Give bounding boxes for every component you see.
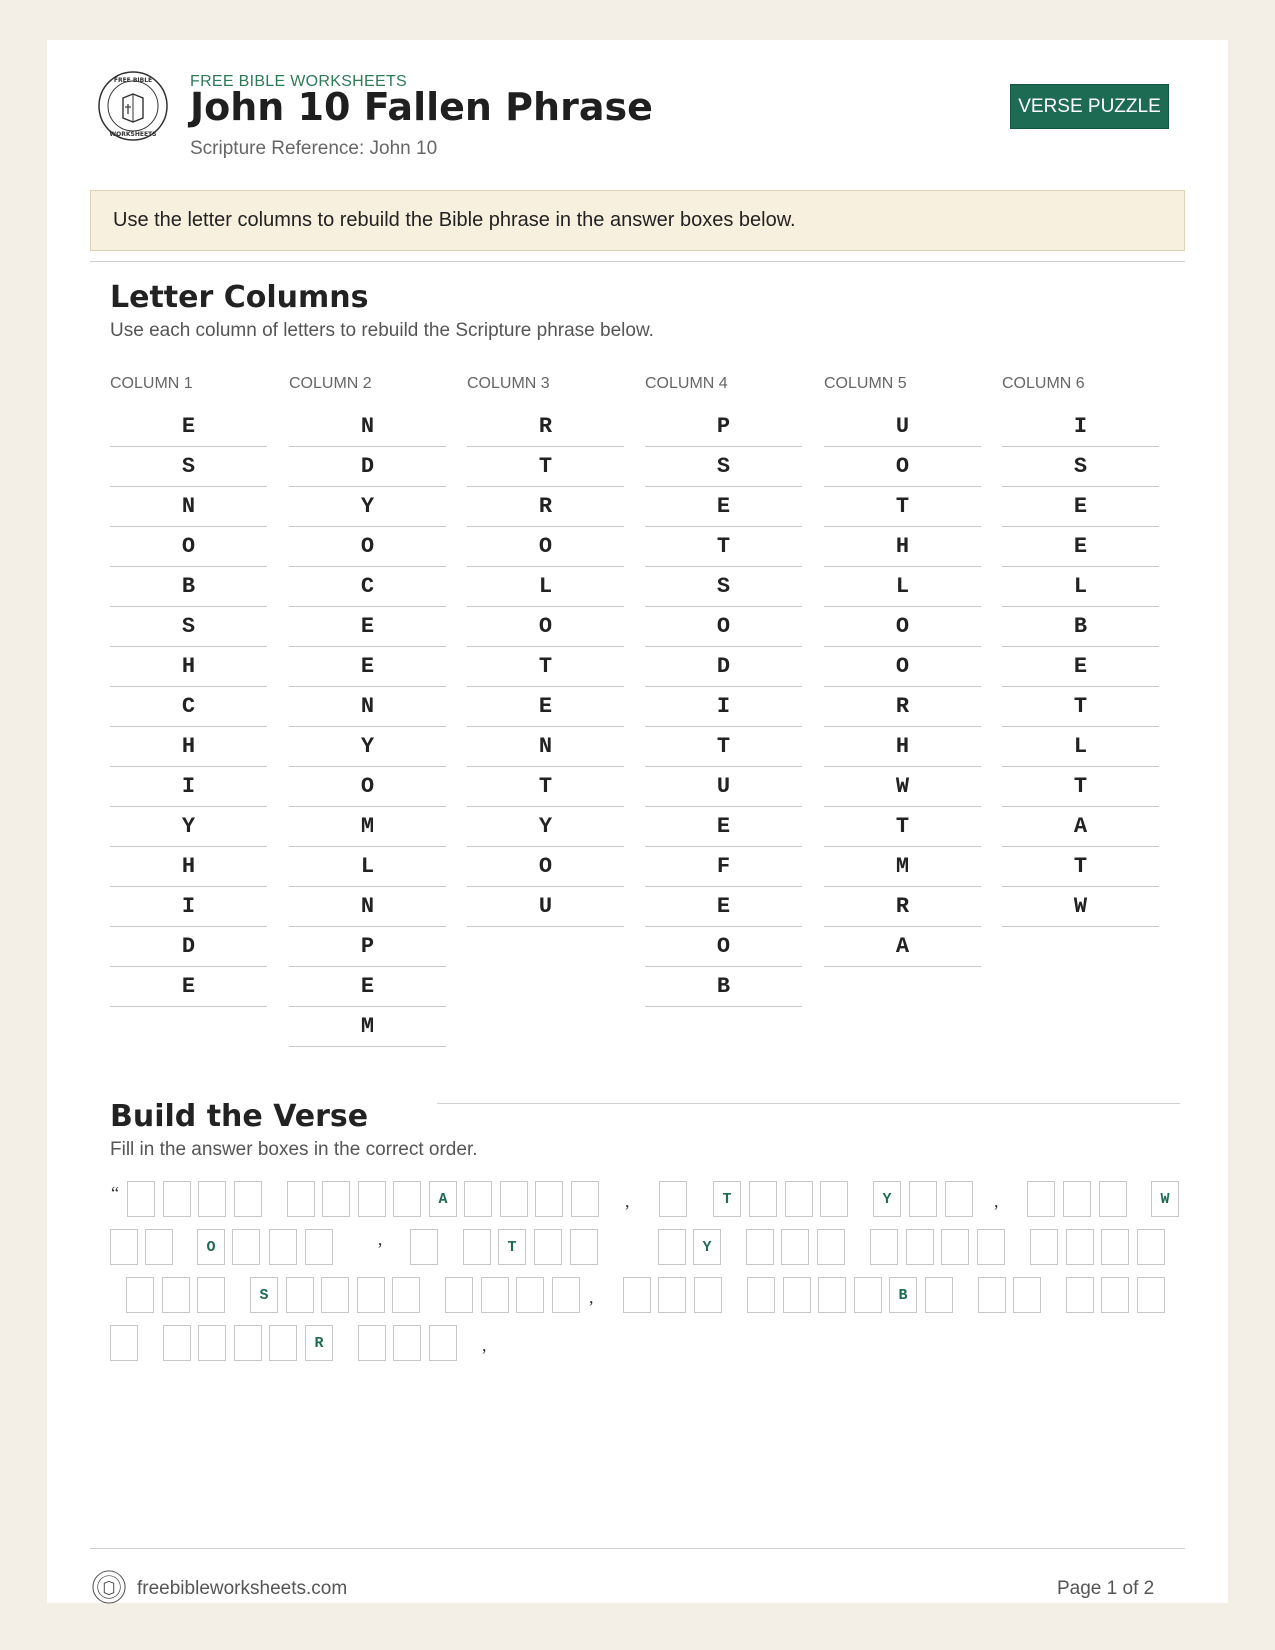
column-letter: E	[289, 967, 446, 1007]
answer-box[interactable]	[305, 1229, 333, 1265]
column-letter: H	[110, 647, 267, 687]
answer-box[interactable]	[321, 1277, 349, 1313]
answer-box[interactable]	[1066, 1277, 1094, 1313]
column-letter: M	[289, 807, 446, 847]
column-letter: T	[824, 487, 981, 527]
column-letter: R	[824, 687, 981, 727]
answer-box[interactable]	[162, 1277, 190, 1313]
answer-box[interactable]	[941, 1229, 969, 1265]
answer-box[interactable]	[854, 1277, 882, 1313]
answer-box[interactable]	[358, 1325, 386, 1361]
column-letter: T	[467, 647, 624, 687]
column-letter: O	[824, 647, 981, 687]
column-letter: L	[824, 567, 981, 607]
column-letter: S	[645, 447, 802, 487]
answer-box[interactable]	[445, 1277, 473, 1313]
answer-box[interactable]	[535, 1181, 563, 1217]
instructions-text: Use the letter columns to rebuild the Bible phrase in the answer boxes below.	[113, 209, 796, 231]
answer-box[interactable]	[783, 1277, 811, 1313]
column-letter: S	[110, 607, 267, 647]
column-letter: R	[467, 407, 624, 447]
answer-box[interactable]	[658, 1277, 686, 1313]
column-header: COLUMN 5	[824, 375, 907, 392]
column-letter: L	[1002, 727, 1159, 767]
column-letter: I	[645, 687, 802, 727]
answer-box[interactable]	[1013, 1277, 1041, 1313]
answer-box[interactable]	[357, 1277, 385, 1313]
column-letter: Y	[110, 807, 267, 847]
column-letter: W	[824, 767, 981, 807]
letter-column-5	[824, 377, 981, 967]
column-letter: B	[1002, 607, 1159, 647]
column-letter: M	[824, 847, 981, 887]
answer-box[interactable]	[870, 1229, 898, 1265]
column-letter: E	[467, 687, 624, 727]
answer-box[interactable]	[516, 1277, 544, 1313]
answer-box[interactable]	[322, 1181, 350, 1217]
answer-box[interactable]	[571, 1181, 599, 1217]
column-header: COLUMN 1	[110, 375, 193, 392]
column-letter: E	[645, 487, 802, 527]
answer-box[interactable]	[463, 1229, 491, 1265]
answer-box[interactable]	[746, 1229, 774, 1265]
answer-box[interactable]	[749, 1181, 777, 1217]
verse-punctuation: ,	[482, 1335, 487, 1355]
answer-box[interactable]	[659, 1181, 687, 1217]
column-letter: B	[645, 967, 802, 1007]
column-letter: H	[824, 727, 981, 767]
answer-box-hint: W	[1151, 1181, 1179, 1217]
column-letter: T	[1002, 687, 1159, 727]
column-letter: L	[1002, 567, 1159, 607]
answer-box[interactable]	[785, 1181, 813, 1217]
answer-box[interactable]	[1063, 1181, 1091, 1217]
answer-box-hint: Y	[873, 1181, 901, 1217]
answer-box[interactable]	[658, 1229, 686, 1265]
answer-box[interactable]	[1030, 1229, 1058, 1265]
column-letter: L	[289, 847, 446, 887]
letter-column-3	[467, 377, 624, 927]
column-letter: E	[110, 967, 267, 1007]
column-letter: N	[110, 487, 267, 527]
verse-punctuation: ,	[625, 1191, 630, 1211]
letter-columns-title: Letter Columns	[110, 280, 369, 315]
answer-box[interactable]	[623, 1277, 651, 1313]
column-letter: O	[289, 527, 446, 567]
answer-box-hint: R	[305, 1325, 333, 1361]
answer-box[interactable]	[500, 1181, 528, 1217]
answer-box[interactable]	[945, 1181, 973, 1217]
column-letter: E	[1002, 647, 1159, 687]
answer-box[interactable]	[1137, 1229, 1165, 1265]
answer-box[interactable]	[818, 1277, 846, 1313]
answer-box[interactable]	[393, 1325, 421, 1361]
column-letter: S	[1002, 447, 1159, 487]
answer-box[interactable]	[534, 1229, 562, 1265]
answer-box[interactable]	[198, 1325, 226, 1361]
answer-box[interactable]	[464, 1181, 492, 1217]
divider	[90, 261, 1185, 262]
column-letter: M	[289, 1007, 446, 1047]
column-letter: O	[289, 767, 446, 807]
column-header: COLUMN 6	[1002, 375, 1085, 392]
column-letter: E	[645, 807, 802, 847]
answer-box[interactable]	[110, 1229, 138, 1265]
answer-box[interactable]	[1137, 1277, 1165, 1313]
answer-box[interactable]	[694, 1277, 722, 1313]
column-letter: P	[289, 927, 446, 967]
column-letter: N	[289, 887, 446, 927]
answer-box[interactable]	[269, 1325, 297, 1361]
column-letter: C	[110, 687, 267, 727]
column-letter: I	[1002, 407, 1159, 447]
letter-column-4	[645, 377, 802, 1007]
answer-box[interactable]	[570, 1229, 598, 1265]
letter-column-2	[289, 377, 446, 1047]
answer-box[interactable]	[393, 1181, 421, 1217]
answer-box[interactable]	[358, 1181, 386, 1217]
answer-box[interactable]	[126, 1277, 154, 1313]
answer-box[interactable]	[977, 1229, 1005, 1265]
column-letter: B	[110, 567, 267, 607]
column-letter: E	[289, 647, 446, 687]
column-letter: U	[467, 887, 624, 927]
answer-box[interactable]	[925, 1277, 953, 1313]
build-verse-subtitle: Fill in the answer boxes in the correct order.	[110, 1139, 478, 1160]
column-letter: E	[1002, 487, 1159, 527]
column-letter: R	[467, 487, 624, 527]
answer-box[interactable]	[127, 1181, 155, 1217]
column-letter: E	[645, 887, 802, 927]
column-letter: E	[289, 607, 446, 647]
column-letter: I	[110, 887, 267, 927]
answer-box[interactable]	[234, 1181, 262, 1217]
answer-box-hint: S	[250, 1277, 278, 1313]
answer-box[interactable]	[197, 1277, 225, 1313]
answer-box-hint: T	[498, 1229, 526, 1265]
column-letter: W	[1002, 887, 1159, 927]
answer-box[interactable]	[287, 1181, 315, 1217]
answer-box[interactable]	[481, 1277, 509, 1313]
column-letter: R	[824, 887, 981, 927]
column-letter: S	[645, 567, 802, 607]
column-letter: H	[110, 847, 267, 887]
answer-box[interactable]	[820, 1181, 848, 1217]
letter-column-1	[110, 377, 267, 1007]
column-letter: C	[289, 567, 446, 607]
answer-box[interactable]	[978, 1277, 1006, 1313]
column-letter: T	[645, 727, 802, 767]
logo-seal-icon	[97, 70, 169, 142]
answer-box[interactable]	[747, 1277, 775, 1313]
column-header: COLUMN 4	[645, 375, 728, 392]
svg-text:FREE BIBLE: FREE BIBLE	[113, 77, 153, 84]
answer-box[interactable]	[909, 1181, 937, 1217]
column-header: COLUMN 3	[467, 375, 550, 392]
column-letter: F	[645, 847, 802, 887]
column-letter: Y	[289, 487, 446, 527]
column-letter: O	[824, 607, 981, 647]
answer-box[interactable]	[163, 1325, 191, 1361]
page-title: John 10 Fallen Phrase	[190, 85, 653, 129]
column-letter: T	[1002, 847, 1159, 887]
column-letter: A	[1002, 807, 1159, 847]
column-letter: D	[289, 447, 446, 487]
answer-box[interactable]	[781, 1229, 809, 1265]
column-letter: E	[110, 407, 267, 447]
svg-text:WORKSHEETS: WORKSHEETS	[109, 131, 157, 138]
column-letter: N	[289, 687, 446, 727]
column-letter: Y	[467, 807, 624, 847]
column-letter: O	[824, 447, 981, 487]
answer-box[interactable]	[234, 1325, 262, 1361]
verse-puzzle-badge: VERSE PUZZLE	[1010, 84, 1169, 129]
answer-box[interactable]	[410, 1229, 438, 1265]
column-letter: T	[467, 447, 624, 487]
worksheet-page	[47, 40, 1228, 1603]
column-letter: L	[467, 567, 624, 607]
answer-box[interactable]	[429, 1325, 457, 1361]
column-letter: O	[110, 527, 267, 567]
footer-site: freebibleworksheets.com	[137, 1578, 348, 1599]
build-verse-title: Build the Verse	[110, 1099, 369, 1134]
column-letter: A	[824, 927, 981, 967]
answer-box[interactable]	[1101, 1229, 1129, 1265]
column-letter: Y	[289, 727, 446, 767]
letter-columns-subtitle: Use each column of letters to rebuild the Scripture phrase below.	[110, 320, 654, 341]
column-letter: D	[110, 927, 267, 967]
column-letter: T	[467, 767, 624, 807]
column-letter: T	[1002, 767, 1159, 807]
column-letter: H	[110, 727, 267, 767]
verse-punctuation: ’	[377, 1239, 383, 1259]
answer-box[interactable]	[817, 1229, 845, 1265]
answer-box[interactable]	[552, 1277, 580, 1313]
column-letter: S	[110, 447, 267, 487]
answer-box-hint: A	[429, 1181, 457, 1217]
verse-punctuation: ,	[994, 1191, 999, 1211]
answer-box[interactable]	[1099, 1181, 1127, 1217]
answer-box[interactable]	[269, 1229, 297, 1265]
answer-box[interactable]	[145, 1229, 173, 1265]
answer-box[interactable]	[392, 1277, 420, 1313]
open-quote: “	[111, 1183, 119, 1203]
answer-box-hint: B	[889, 1277, 917, 1313]
column-letter: T	[824, 807, 981, 847]
column-letter: O	[645, 927, 802, 967]
answer-box-hint: Y	[693, 1229, 721, 1265]
column-letter: E	[1002, 527, 1159, 567]
answer-box[interactable]	[1101, 1277, 1129, 1313]
column-letter: U	[824, 407, 981, 447]
answer-box-hint: T	[713, 1181, 741, 1217]
column-letter: O	[467, 847, 624, 887]
answer-box[interactable]	[1027, 1181, 1055, 1217]
answer-box[interactable]	[286, 1277, 314, 1313]
answer-box[interactable]	[110, 1325, 138, 1361]
answer-box-hint: O	[197, 1229, 225, 1265]
footer-divider	[90, 1548, 1185, 1549]
answer-box[interactable]	[198, 1181, 226, 1217]
answer-box[interactable]	[232, 1229, 260, 1265]
column-letter: P	[645, 407, 802, 447]
column-letter: I	[110, 767, 267, 807]
column-letter: O	[645, 607, 802, 647]
column-letter: O	[467, 527, 624, 567]
answer-box[interactable]	[906, 1229, 934, 1265]
column-letter: O	[467, 607, 624, 647]
column-letter: H	[824, 527, 981, 567]
column-letter: N	[467, 727, 624, 767]
column-header: COLUMN 2	[289, 375, 372, 392]
footer-page-number: Page 1 of 2	[1057, 1578, 1155, 1599]
letter-column-6	[1002, 377, 1159, 927]
column-letter: U	[645, 767, 802, 807]
brand-label: FREE BIBLE WORKSHEETS	[190, 73, 408, 90]
column-letter: D	[645, 647, 802, 687]
answer-box[interactable]	[163, 1181, 191, 1217]
scripture-reference: Scripture Reference: John 10	[190, 138, 438, 159]
divider	[437, 1103, 1180, 1104]
verse-punctuation: ,	[589, 1287, 594, 1307]
answer-box[interactable]	[1066, 1229, 1094, 1265]
column-letter: T	[645, 527, 802, 567]
column-letter: N	[289, 407, 446, 447]
instructions-box	[90, 190, 1185, 251]
footer-logo-icon	[92, 1570, 126, 1604]
